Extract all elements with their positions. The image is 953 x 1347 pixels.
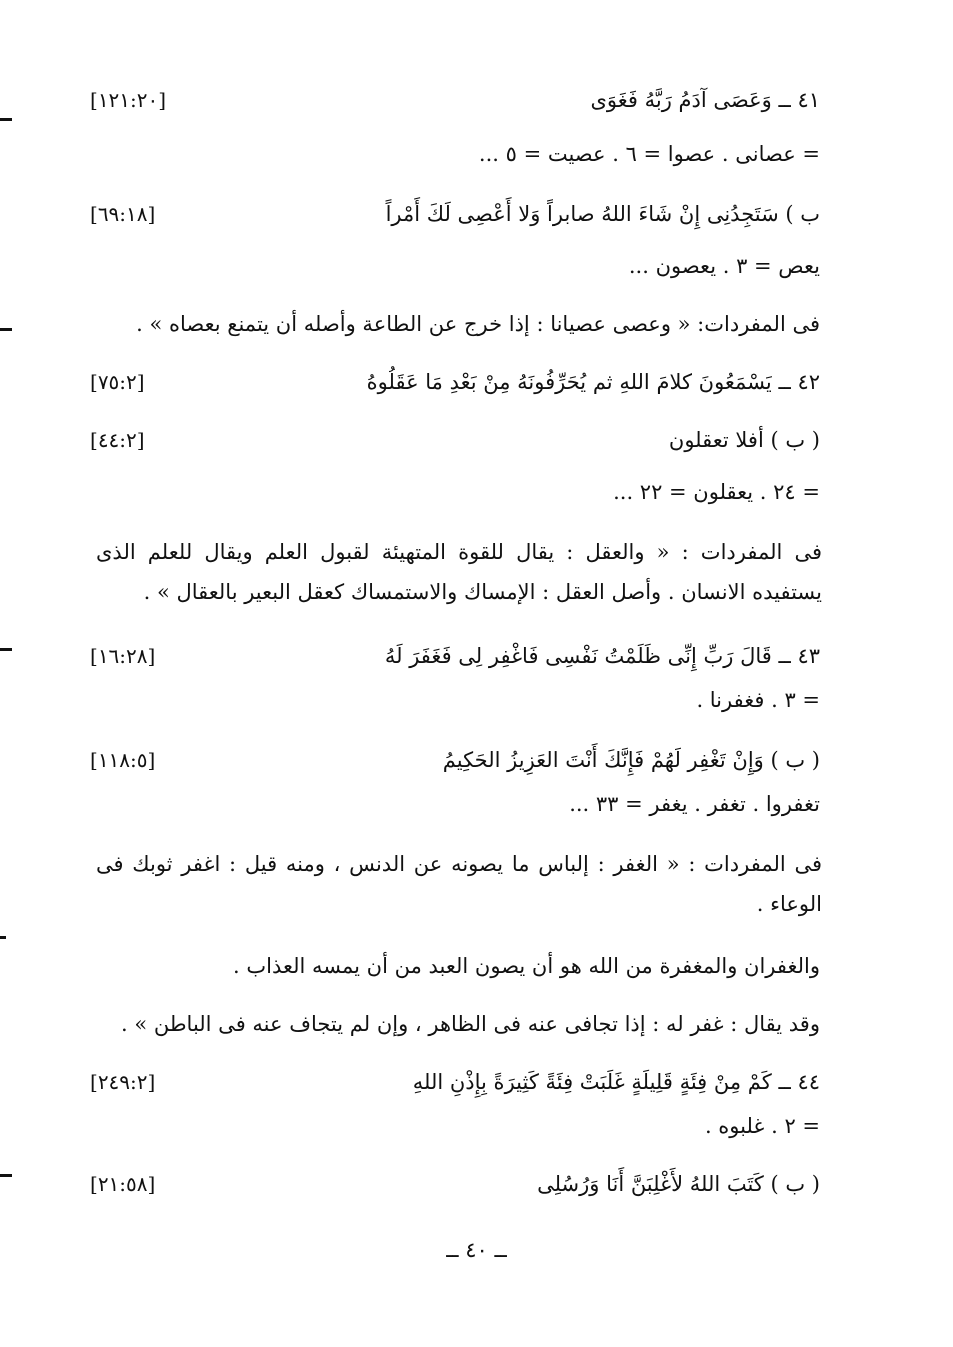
entry-42b-ref: [٤٤:٢] bbox=[90, 428, 145, 452]
entry-43b-ref: [١١٨:٥] bbox=[90, 748, 156, 772]
entry-41-counts-text: = عصانى . عصوا = ٦ . عصيت = ٥ ... bbox=[478, 142, 820, 166]
margin-mark bbox=[0, 936, 6, 939]
entry-43-line bbox=[90, 636, 820, 676]
entry-43-ref: [١٦:٢٨] bbox=[90, 644, 156, 668]
entry-44-counts bbox=[90, 1106, 820, 1146]
entry-43-verse: ٤٣ ــ قَالَ رَبِّ إِنِّى ظَلَمْتُ نَفْسِى فَاغْفِر لِى فَغَفَرَ لَهُ bbox=[384, 644, 820, 668]
entry-42-mufradat-paragraph: فى المفردات : « والعقل : يقال للقوة المتهيئة لقبول العلم ويقال للعلم الذى يستفيده الانسان . وأصل العقل : الإمساك والاستمساك كعقل البعير بالعقال » . bbox=[96, 540, 822, 604]
entry-43-tajafa-text: وقد يقال : غفر له : إذا تجافى عنه فى الظاهر ، وإن لم يتجاف عنه فى الباطن » . bbox=[120, 1012, 820, 1036]
entry-43-counts bbox=[90, 680, 820, 720]
entry-41-ref: [١٢١:٢٠] bbox=[90, 88, 167, 112]
margin-mark bbox=[0, 328, 12, 331]
entry-41b-verse: ب ) سَتَجِدُنِى إِنْ شَاءَ اللهُ صابراً وَلا أَعْصِى لَكَ أَمْراً bbox=[385, 202, 820, 226]
entry-43b-counts bbox=[90, 784, 820, 824]
entry-43-ghufran bbox=[90, 946, 820, 986]
entry-41-mufradat bbox=[90, 304, 820, 344]
entry-42-verse: ٤٢ ــ يَسْمَعُونَ كلامَ اللهِ ثم يُحَرِّفُونَهُ مِنْ بَعْدِ مَا عَقَلُوهُ bbox=[366, 370, 820, 394]
entry-44-counts-text: = ٢ . غلبوه . bbox=[704, 1114, 820, 1138]
entry-43b-line bbox=[90, 740, 820, 780]
entry-44b-line bbox=[90, 1164, 820, 1204]
entry-42b-verse: ( ب ) أفلا تعقلون bbox=[668, 428, 820, 452]
left-margin-marks bbox=[0, 0, 20, 1347]
entry-41b-counts bbox=[90, 246, 820, 286]
entry-42b-line bbox=[90, 420, 820, 460]
entry-41-counts bbox=[90, 134, 820, 174]
margin-mark bbox=[0, 1174, 12, 1177]
margin-mark bbox=[0, 118, 12, 121]
entry-43-ghufran-text: والغفران والمغفرة من الله هو أن يصون العبد من أن يمسه العذاب . bbox=[233, 954, 820, 978]
page-number: ــ ٤٠ ــ bbox=[446, 1238, 507, 1262]
entry-44b-verse: ( ب ) كَتَبَ اللهُ لأَغْلِبَنَّ أَنَا وَرُسُلِى bbox=[537, 1172, 820, 1196]
entry-43b-counts-text: تغفروا . تغفر . يغفر = ٣٣ ... bbox=[569, 792, 820, 816]
entry-42-ref: [٧٥:٢] bbox=[90, 370, 145, 394]
entry-44-verse: ٤٤ ــ كَمْ مِنْ فِئَةٍ قَلِيلَةٍ غَلَبَتْ فِئَةً كَثِيرَةً بِإِذْنِ اللهِ bbox=[412, 1070, 820, 1094]
entry-43b-verse: ( ب ) وَإِنْ تَغْفِر لَهُمْ فَإِنَّكَ أَنْتَ العَزِيزُ الحَكِيمُ bbox=[442, 748, 820, 772]
entry-44-ref: [٢٤٩:٢] bbox=[90, 1070, 156, 1094]
entry-41b-counts-text: يعص = ٣ . يعصون ... bbox=[628, 254, 820, 278]
entry-43-counts-text: = ٣ . فغفرنا . bbox=[696, 688, 820, 712]
entry-43-tajafa bbox=[90, 1004, 820, 1044]
entry-41-line bbox=[90, 80, 820, 120]
entry-42-line bbox=[90, 362, 820, 402]
entry-41-mufradat-text: فى المفردات: « وعصى عصيانا : إذا خرج عن الطاعة وأصله أن يتمنع بعصاه » . bbox=[136, 312, 820, 336]
entry-42-counts bbox=[90, 472, 820, 512]
entry-41-verse: ٤١ ــ وَعَصَى آدَمُ رَبَّهُ فَغَوَى bbox=[590, 88, 820, 112]
margin-mark bbox=[0, 648, 12, 651]
entry-43-mufradat-paragraph: فى المفردات : « الغفر : إلباس ما يصونه عن الدنس ، ومنه قيل : اغفر ثوبك فى الوعاء . bbox=[96, 852, 823, 916]
entry-42-counts-text: = ٢٤ . يعقلون = ٢٢ ... bbox=[613, 480, 820, 504]
entry-44b-ref: [٢١:٥٨] bbox=[90, 1172, 156, 1196]
entry-44-line bbox=[90, 1062, 820, 1102]
entry-41b-line bbox=[90, 194, 820, 234]
entry-41b-ref: [٦٩:١٨] bbox=[90, 202, 156, 226]
